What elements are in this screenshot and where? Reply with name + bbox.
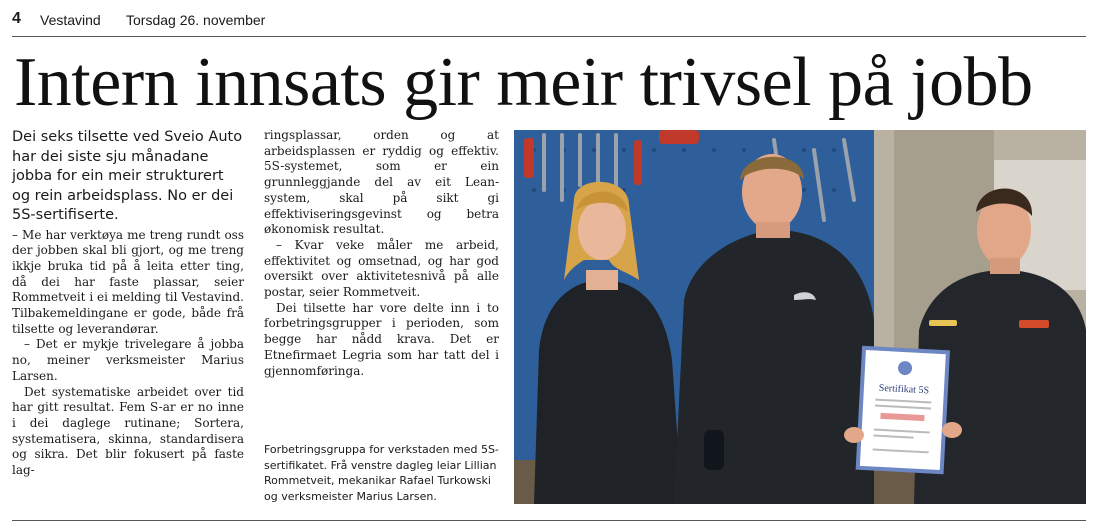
paragraph: – Kvar veke måler me arbeid, effektivitet og omsetnad, og har god oversikt over aktivitetesnivå på alle postar, seier Rommetveit. xyxy=(264,237,499,300)
photo-illustration xyxy=(514,130,1086,504)
page-number: 4 xyxy=(12,10,21,27)
article-column-2 xyxy=(264,128,499,379)
article-column-1 xyxy=(12,128,244,479)
page-header xyxy=(12,10,1086,32)
certificate xyxy=(858,348,948,472)
paragraph: Det systematiske arbeidet over tid har gitt resultat. Fem S-ar er no inne i dei daglege rutinane; Sortera, systematisera, skinna, standardisera og sikra. Det blir fokusert på faste lag- xyxy=(12,384,244,478)
photo-caption: Forbetringsgruppa for verkstaden med 5S-sertifikatet. Frå venstre dagleg leiar Lillian Rommetveit, mekanikar Rafael Turkowski og verksmeister Marius Larsen. xyxy=(264,443,499,503)
header-rule xyxy=(12,36,1086,37)
paragraph: – Det er mykje trivelegare å jobba no, meiner verksmeister Marius Larsen. xyxy=(12,337,244,383)
headline: Intern innsats gir meir trivsel på jobb xyxy=(14,44,1033,121)
issue-date: Torsdag 26. november xyxy=(126,12,266,28)
paragraph: ringsplassar, orden og at arbeidsplassen er ryddig og effektiv. 5S-systemet, som er ein grunnleggjande del av eit Lean-system, skal på sikt gi effektiviseringsgevinst og betra økonomisk resultat. xyxy=(264,128,499,237)
article-photo xyxy=(514,130,1086,504)
footer-rule xyxy=(12,520,1086,521)
certificate-title: Sertifikat 5S xyxy=(878,382,930,397)
newspaper-name: Vestavind xyxy=(40,12,101,28)
article-lead: Dei seks tilsette ved Sveio Auto har dei siste sju månadane jobba for ein meir strukturert og rein arbeidsplass. No er dei 5S-sertifiserte. xyxy=(12,129,243,223)
paragraph: – Me har verktøya me treng rundt oss der jobben skal bli gjort, og me treng ikkje bruka tid på å leita etter ting, då dei har faste plassar, seier Rommetveit i ei melding til Vestavind. Tilbakemeldingane er gode, både frå tilsette og leverandørar. xyxy=(12,227,244,336)
paragraph: Dei tilsette har vore delte inn i to forbetringsgrupper i perioden, som begge har nådd krava. Det er Etnefirmaet Legria som har tatt del i gjennomføringa. xyxy=(264,300,499,378)
